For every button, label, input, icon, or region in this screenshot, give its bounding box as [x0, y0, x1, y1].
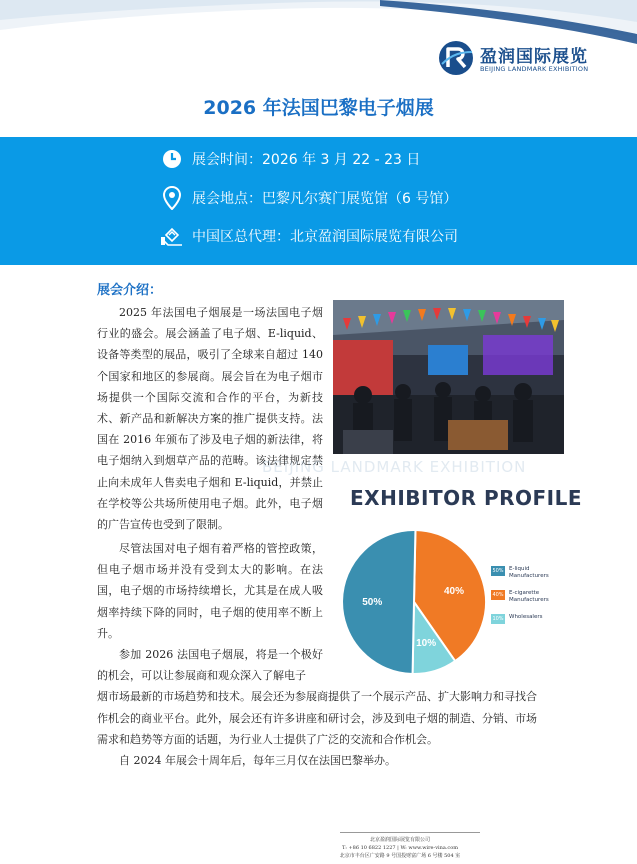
footer-address: 北京市丰台区广安路 9 号国投财富广场 6 号楼 504 室 — [339, 853, 461, 859]
footer — [300, 836, 500, 860]
info-agent — [160, 223, 458, 249]
info-band — [0, 137, 637, 265]
intro-heading: 展会介绍： — [97, 283, 163, 298]
legend-label-2: Wholesalers — [509, 614, 543, 620]
clock-icon — [160, 147, 184, 171]
intro-paragraph-3 — [97, 644, 537, 750]
logo-name-cn: 盈润国际展览 — [480, 47, 588, 67]
intro-paragraph-3-rest: 烟市场最新的市场趋势和技术。展会还为参展商提供了一个展示产品、扩大影响力和寻找合作机会的商业平台。此外，展会还有许多讲座和研讨会，涉及到电子烟的制造、分销、市场需求和趋势等方面的话题，为行业人士提供了广泛的交流和合作机会。 — [97, 690, 537, 746]
chart-title: EXHIBITOR PROFILE — [350, 486, 583, 510]
legend-swatch-0: 50% — [492, 568, 504, 574]
legend-label-1: E-cigarette Manufacturers — [509, 590, 549, 603]
pie-label-1: 40% — [443, 585, 464, 597]
info-time — [160, 146, 420, 172]
intro-paragraph-2: 尽管法国对电子烟有着严格的管控政策，但电子烟市场并没有受到太大的影响。在法国，电子烟的市场持续增长，尤其是在成人吸烟率持续下降的同时，电子烟的使用率不断上升。 — [97, 542, 323, 640]
watermark: BEIJING LANDMARK EXHIBITION — [262, 458, 527, 476]
info-venue-text: 展会地点：巴黎凡尔赛门展览馆（6 号馆） — [192, 191, 458, 207]
pie-label-0: 50% — [362, 597, 383, 609]
legend-item-2 — [491, 614, 571, 624]
legend-swatch-2: 10% — [492, 616, 504, 622]
legend-swatch-1: 40% — [492, 592, 504, 598]
intro-paragraph-4: 自 2024 年展会十周年后，每年三月仅在法国巴黎举办。 — [119, 754, 396, 767]
footer-rule — [340, 832, 480, 833]
page-title: 2026 年法国巴黎电子烟展 — [203, 97, 434, 119]
logo-mark-icon — [438, 40, 474, 76]
footer-contact: T: +86 10 6822 1227 | W: www.wire-vina.com — [342, 845, 458, 851]
intro-paragraph-3-lead: 参加 2026 法国电子烟展，将是一个极好的机会，可以让参展商和观众深入了解电子 — [97, 648, 323, 683]
logo-name-en: BEIJING LANDMARK EXHIBITION — [480, 65, 589, 73]
legend-item-1 — [491, 590, 571, 604]
location-pin-icon — [160, 186, 184, 210]
exhibition-hall-photo — [333, 300, 564, 454]
footer-company: 北京盈润国际展览有限公司 — [369, 837, 430, 843]
intro-paragraph-1: 2025 年法国电子烟展是一场法国电子烟行业的盛会。展会涵盖了电子烟、E-liquid、设备等类型的展品，吸引了全球来自超过 140 个国家和地区的参展商。展会旨在为电子烟市场提供一个国际交流和合作的平台，为新技术、新产品和新解决方案的推广提供支持。法国在 2016 年颁布了涉及电子烟的新法律，将电子烟纳入到烟草产品的范畴。该法律规定禁止向未成年人售卖电子烟和 E-liquid，并禁止在学校等公共场所使用电子烟。此外，电子烟的广告宣传也受到了限制。 — [97, 306, 323, 532]
handshake-icon — [160, 224, 184, 248]
info-agent-text: 中国区总代理：北京盈润国际展览有限公司 — [192, 229, 458, 245]
legend-label-0: E-liquid Manufacturers — [509, 566, 549, 579]
chart-legend — [491, 566, 571, 634]
company-logo — [438, 38, 628, 82]
info-venue — [160, 185, 457, 211]
pie-label-2: 10% — [416, 637, 437, 649]
info-time-text: 展会时间：2026 年 3 月 22 - 23 日 — [192, 152, 421, 168]
legend-item-0 — [491, 566, 571, 580]
